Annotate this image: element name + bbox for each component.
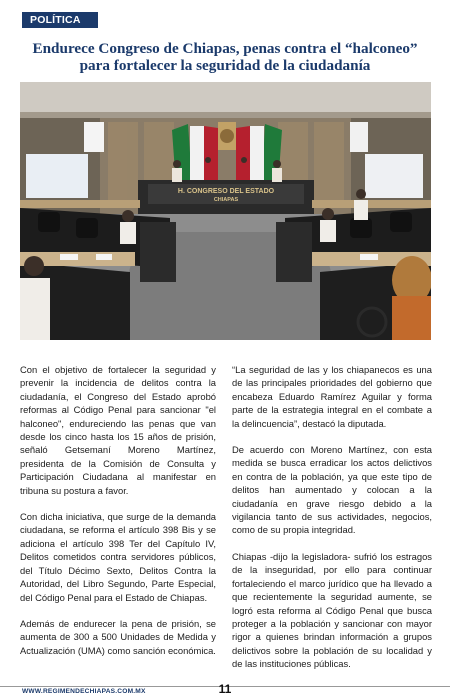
section-tag: POLÍTICA (22, 12, 98, 28)
paragraph: Además de endurecer la pena de prisión, se aumenta de 300 a 500 Unidades de Medida y Actualización (UMA) como sanción económica. (20, 617, 216, 656)
paragraph: Con el objetivo de fortalecer la seguridad y prevenir la incidencia de delitos contra la ciudadanía, el Congreso del Estado aprobó reformas al Código Penal para sancionar "el halconeo", endureciendo las penas que van desde los cinco hasta los 15 años de prisión, señaló Getsemaní Moreno Martínez, presidenta de la Comisión de Consulta y Participación Ciudadana al manifestar en tribuna su postura a favor. (20, 364, 216, 496)
paragraph: Con dicha iniciativa, que surge de la demanda ciudadana, se reforma el artículo 398 Bis y se adiciona el artículo 398 Ter del Capítulo IV, Delitos cometidos contra servidores públicos, del Título Décimo Sexto, Delitos Contra la Autoridad, del Libro Segundo, Parte Especial, del Código Penal para el Estado de Chiapas. (20, 511, 216, 603)
paragraph: Chiapas -dijo la legisladora- sufrió los estragos de la inseguridad, por ello para continuar fortaleciendo el marco jurídico que ha llevado a que recientemente la seguridad aumente, se logró esta reforma al Código Penal que busca proteger a la población y sancionar con mayor rigor a quienes brindan información a grupos delictivos sobre la población de su localidad y de las instituciones públicas. (232, 550, 432, 670)
congress-photo-illustration (20, 82, 431, 340)
paragraph: “La seguridad de las y los chiapanecos es una de las principales prioridades del gobierno que encabeza Eduardo Ramírez Aguilar y forma parte de la estrategia integral en el combate a la delincuencia”, destacó la diputada. (232, 364, 432, 429)
page-number: 11 (218, 682, 232, 696)
article-right-column (232, 363, 432, 684)
headline-line-2: para fortalecer la seguridad de la ciudadanía (79, 57, 371, 74)
footer-url[interactable]: WWW.REGIMENDECHIAPAS.COM.MX (22, 688, 146, 695)
headline-line-1: Endurece Congreso de Chiapas, penas contra el “halconeo” (32, 40, 418, 57)
podium-text-1: H. CONGRESO DEL ESTADO (177, 188, 275, 195)
headline (14, 40, 436, 74)
paragraph: De acuerdo con Moreno Martínez, con esta medida se busca erradicar los actos delictivos en contra de la población, ya que este tipo de delitos han aumentado y colocan a la ciudadanía en grave riesgo debido a la vigilancia tanto de sus actividades, negocios, como de su propia integridad. (232, 444, 432, 536)
congress-session-photo (20, 82, 431, 340)
article-left-column (20, 363, 216, 670)
podium-text-2: CHIAPAS (213, 197, 239, 203)
